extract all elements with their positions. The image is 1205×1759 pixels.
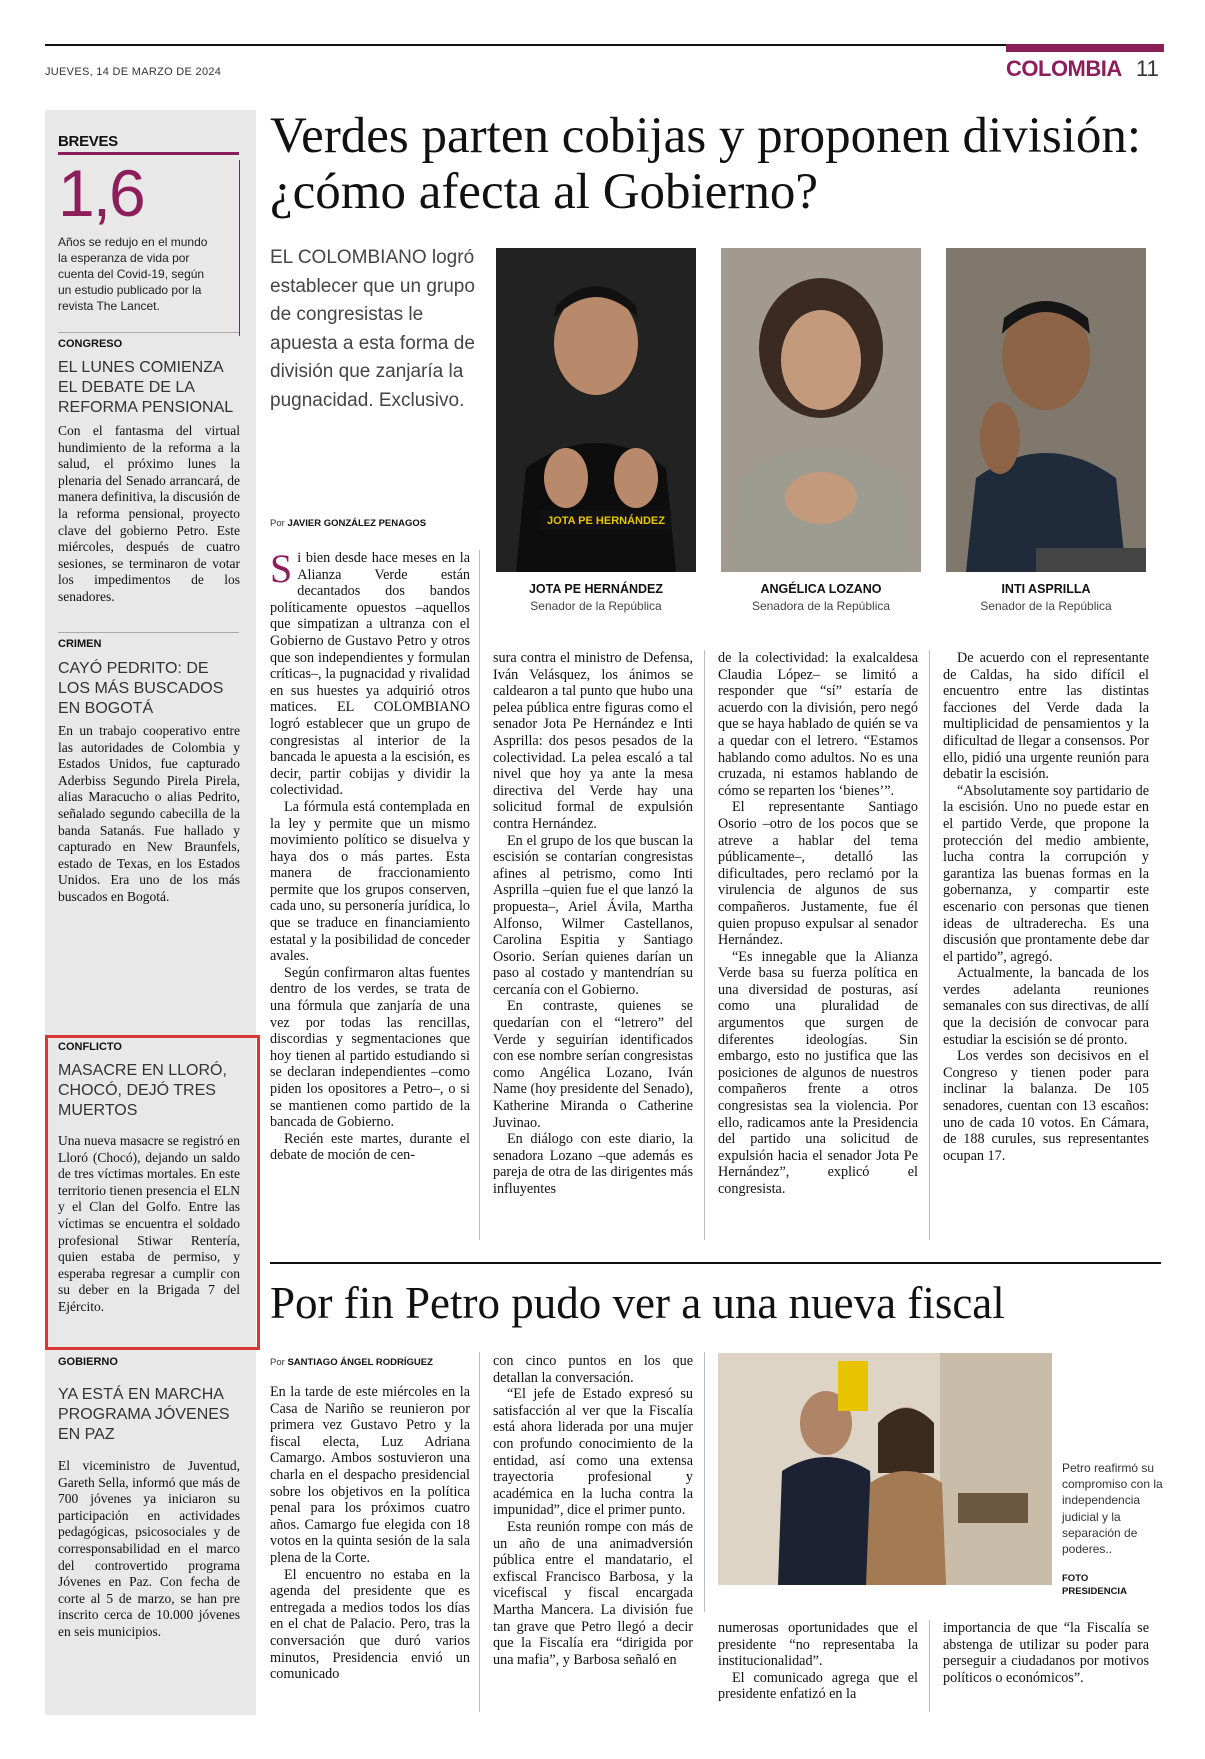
column-rule: [704, 1352, 705, 1612]
paragraph: Esta reunión rompe con más de un año de una animadversión pública entre el mandatario, el exfiscal Francisco Barbosa, y la vicefiscal y fiscal encargada Martha Mancera. La división fue tan grave que Petro llegó a decir que la Fiscalía era “dirigida por una mafia”, y Barbosa señaló en: [493, 1518, 693, 1668]
issue-date: JUEVES, 14 DE MARZO DE 2024: [45, 66, 222, 78]
top-rule: [45, 44, 1164, 46]
article2-column-2: [493, 1353, 693, 1668]
dropcap: S: [270, 546, 293, 591]
article-divider: [270, 1262, 1161, 1264]
meeting-photo-illustration: [718, 1353, 1052, 1585]
brief-body: Una nueva masacre se registró en Lloró (Chocó), dejando un saldo de tres víctimas mortales. En este territorio tienen presencia el ELN y el Clan del Golfo. Entre las víctimas se encuentra el soldado profesional Stiwar Rentería, quien estaba de permiso, y esperaba regresar a cumplir con su deber en la Brigada 7 del Ejército.: [58, 1133, 240, 1314]
paragraph: Según confirmaron altas fuentes dentro de los verdes, se trata de una fórmula que zanjaría de una vez por todas las rencillas, discordias y segmentaciones que hoy tienen al partido estudiando si se declaran independientes –como piden los opositores a Petro–, o si se mantienen como partido de la bancada de Gobierno.: [270, 964, 470, 1131]
article2-column-1: [270, 1384, 470, 1683]
paragraph: Actualmente, la bancada de los verdes adelanta reuniones semanales con sus directivas, de allí que la decisión de convocar para estudiar la escisión se dé pronto.: [943, 965, 1149, 1048]
column-rule: [479, 550, 480, 1240]
paragraph: numerosas oportunidades que el presidente “no representaba la institucionalidad”.: [718, 1620, 918, 1670]
paragraph: La fórmula está contemplada en la ley y permite que un mismo movimiento político se disuelva y haya dos o más partes. Esta manera de fraccionamiento permite que los grupos conserven, cada uno, su personería jurídica, lo que se traduce en financiamiento estatal y la posibilidad de conceder avales.: [270, 798, 470, 965]
brief-title: EL LUNES COMIENZA EL DEBATE DE LA REFORMA PENSIONAL: [58, 359, 234, 416]
paragraph: El encuentro no estaba en la agenda del presidente que es entregada a medios todos los días en el chat de Palacio. Pero, tras la conversación que duró varios minutos, Presidencia envió un comunicado: [270, 1566, 470, 1683]
paragraph: De acuerdo con el representante de Caldas, ha sido difícil el encuentro entre las distintas facciones del Verde dada la multiplicidad de pensamientos y la dificultad de llegar a consensos. Por ello, pidió una urgente reunión para debatir la escisión.: [943, 650, 1149, 783]
column-rule: [929, 1620, 930, 1712]
byline-prefix: Por: [270, 1357, 285, 1368]
stat-vertical-rule: [239, 160, 240, 336]
article1-column-2: [493, 650, 693, 1198]
brief-tag: CRIMEN: [58, 638, 102, 650]
brief-body: Con el fantasma del virtual hundimiento de la reforma a la salud, el próximo lunes la plenaria del Senado arrancará, de manera definitiva, la discusión de la reforma pensional, proyecto clave del gobierno Petro. Este miércoles, después de cuatro sesiones, se terminaron de votar los impedimentos de los senadores.: [58, 423, 240, 604]
main-headline: Verdes parten cobijas y proponen división: ¿cómo afecta al Gobierno?: [270, 108, 1142, 220]
photo-credit-label: FOTO: [1062, 1573, 1089, 1584]
paragraph: de la colectividad: la exalcaldesa Claudia López– se limitó a responder que “sí” estaría de acuerdo con la división, pero negó que se haya hablado de quién se va a quedar con el letrero. “Estamos hablando como adultos. No es una cruzada, ni estamos hablando de cómo se reparten los ‘bienes’”.: [718, 650, 918, 799]
photo-credit: [1062, 1572, 1127, 1598]
brief-body: El viceministro de Juventud, Gareth Sella, informó que más de 700 jóvenes ya iniciaron su participación en actividades pedagógicas, psicosociales y de corresponsabilidad en el marco del controvertido programa Jóvenes en Paz. Con fecha de corte al 5 de marzo, se han pre inscrito cerca de 10.000 jóvenes en seis municipios.: [58, 1458, 240, 1639]
paragraph: En la tarde de este miércoles en la Casa de Nariño se reunieron por primera vez Gustavo Petro y la fiscal electa, Luz Adriana Camargo. Ambos sostuvieron una charla en el despacho presidencial sobre los objetivos en la política penal para los próximos cuatro años. Camargo fue elegida con 18 votos en la quinta sesión de la sala plena de la Corte.: [270, 1384, 470, 1566]
paragraph: “El jefe de Estado expresó su satisfacción al ver que la Fiscalía está ahora liderada por una mujer con profundo conocimiento de la entidad, así como una extensa trayectoria profesional y académica en la lucha contra la impunidad”, dice el primer punto.: [493, 1386, 693, 1519]
photo-caption-role: Senador de la República: [980, 599, 1112, 613]
paragraph: En contraste, quienes se quedarían con el “letrero” del Verde y seguirían identificados con ese nombre serían congresistas como Angélica Lozano, Iván Name (hoy presidente del Senado), Katherine Miranda o Catherine Juvinao.: [493, 998, 693, 1131]
article1-column-1: [270, 546, 470, 1164]
paragraph: “Es innegable que la Alianza Verde basa su fuerza política en una diversidad de posturas, así como una pluralidad de argumentos que surgen de diferentes ideologías. Sin embargo, esto no justifica que las posiciones de algunos de nuestros compañeros frente a otros congresistas sea la violencia. Por ello, radicamos ante la Presidencia del partido una solicitud de expulsión hacia el senador Jota Pe Hernández”, explicó el congresista.: [718, 948, 918, 1197]
photo-caption-name: JOTA PE HERNÁNDEZ: [528, 582, 664, 596]
portrait-illustration: [946, 248, 1146, 572]
byline-author: SANTIAGO ÁNGEL RODRÍGUEZ: [287, 1357, 433, 1368]
paragraph: con cinco puntos en los que detallan la conversación.: [493, 1353, 693, 1386]
sidebar-heading: BREVES: [58, 133, 118, 150]
photo-caption: Petro reafirmó su compromiso con la independencia judicial y la separación de poderes..: [1062, 1461, 1163, 1557]
brief-tag: CONGRESO: [58, 338, 123, 350]
stat-description: Años se redujo en el mundo la esperanza de vida por cuenta del Covid-19, según un estudio publicado por la revista The Lancet.: [58, 235, 208, 313]
paragraph: En diálogo con este diario, la senadora Lozano –que además es pareja de otra de las dirigentes más influyentes: [493, 1131, 693, 1197]
brief-title: MASACRE EN LLORÓ, CHOCÓ, DEJÓ TRES MUERTOS: [58, 1062, 227, 1119]
brief-separator: [58, 632, 239, 633]
column-rule: [479, 1352, 480, 1712]
byline-author: JAVIER GONZÁLEZ PENAGOS: [287, 518, 427, 529]
brief-title: YA ESTÁ EN MARCHA PROGRAMA JÓVENES EN PAZ: [58, 1386, 230, 1443]
portrait-illustration: [721, 248, 921, 572]
photo-inti-asprilla: [946, 248, 1146, 572]
brief-separator: [58, 332, 239, 333]
paragraph: i bien desde hace meses en la Alianza Verde están decantados dos bandos políticamente opuestos –aquellos que simpatizan a ultranza con el Gobierno de Gustavo Petro y otros que son independientes y formulan críticas–, la pugnacidad y rivalidad en sus huestes ya adquirió otros matices. EL COLOMBIANO logró establecer que un grupo de congresistas al interior de la bancada le apuesta a la escisión, es decir, partir cobijas y dividir la colectividad.: [270, 550, 470, 799]
stat-value: 1,6: [58, 156, 144, 230]
paragraph: El representante Santiago Osorio –otro de los pocos que se atreve a hablar del tema públicamente–, detalló las dificultades, pero reclamó por la virulencia de algunos de sus compañeros. Justamente, fue él quien propuso expulsar al senador Hernández.: [718, 799, 918, 949]
photo-angelica-lozano: [721, 248, 921, 572]
photo-caption-role: Senadora de la República: [751, 599, 891, 613]
photo-credit-source: PRESIDENCIA: [1062, 1586, 1127, 1597]
brief-tag: GOBIERNO: [58, 1356, 118, 1368]
article2-column-4: [943, 1620, 1149, 1686]
portrait-illustration: [496, 248, 696, 572]
brief-body: En un trabajo cooperativo entre las autoridades de Colombia y Estados Unidos, fue capturado Aderbiss Segundo Pirela Pirela, alias Maracucho o alias Pedrito, señalado segundo cabecilla de la banda Satanás. Fue hallado y capturado en New Braunfels, estado de Texas, en los Estados Unidos. Era uno de los más buscados en Bogotá.: [58, 723, 240, 904]
photo-petro-fiscal: [718, 1353, 1052, 1585]
photo-caption-name: INTI ASPRILLA: [1001, 582, 1091, 596]
article1-column-3: [718, 650, 918, 1198]
column-rule: [704, 650, 705, 1240]
brief-tag: CONFLICTO: [58, 1041, 122, 1053]
second-headline: Por fin Petro pudo ver a una nueva fiscal: [270, 1278, 1005, 1328]
paragraph: Los verdes son decisivos en el Congreso y tienen poder para inclinar la balanza. De 105 senadores, cuentan con 13 escaños: uno de cada 10 votos. En Cámara, de 188 curules, sus representantes ocupan 17.: [943, 1048, 1149, 1164]
paragraph: sura contra el ministro de Defensa, Iván Velásquez, los ánimos se caldearon a tal punto que hubo una pelea pública entre figuras como el senador Jota Pe Hernández e Inti Asprilla: dos pesos pesados de la colectividad. La pelea escaló a tal nivel que hoy ya ante la mesa directiva del Verde hay una solicitud formal de expulsión contra Hernández.: [493, 650, 693, 832]
article2-column-3: [718, 1620, 918, 1703]
article1-column-4: [943, 650, 1149, 1164]
page-number: 11: [1136, 56, 1159, 81]
paragraph: En el grupo de los que buscan la escisión se contarían congresistas afines al petrismo, como Inti Asprilla –quien fue el que lanzó la propuesta–, Ariel Ávila, Martha Alfonso, Wilmer Castellanos, Carolina Espitia y Santiago Osorio. Serían quienes darían un paso al costado y mantendrían su cercanía con el Gobierno.: [493, 832, 693, 998]
shirt-print-text: JOTA PE HERNÁNDEZ: [547, 515, 665, 527]
sidebar-heading-rule: [58, 152, 239, 155]
photo-caption-role: Senador de la República: [530, 599, 662, 613]
paragraph: Recién este martes, durante el debate de moción de cen-: [270, 1130, 470, 1164]
byline-prefix: Por: [270, 518, 285, 529]
byline: [270, 1357, 433, 1368]
column-rule: [929, 650, 930, 1240]
brief-title: CAYÓ PEDRITO: DE LOS MÁS BUSCADOS EN BOGOTÁ: [58, 660, 224, 717]
paragraph: El comunicado agrega que el presidente enfatizó en la: [718, 1669, 918, 1703]
section-color-bar: [1006, 44, 1164, 52]
byline: [270, 518, 426, 529]
photo-caption-name: ANGÉLICA LOZANO: [760, 582, 882, 596]
paragraph: importancia de que “la Fiscalía se abstenga de utilizar su poder para perseguir a ciudadanos por motivos políticos o económicos”.: [943, 1620, 1149, 1686]
standfirst: EL COLOMBIANO logró establecer que un grupo de congresistas le apuesta a esta forma de división que zanjaría la pugnacidad. Exclusivo.: [270, 247, 475, 411]
photo-jota-pe-hernandez: [496, 248, 696, 572]
section-name: COLOMBIA: [1006, 56, 1122, 81]
paragraph: “Absolutamente soy partidario de la escisión. Uno no puede estar en el partido Verde, que propone la protección del medio ambiente, lucha contra la corrupción y garantiza las buenas formas en la gobernanza, y compartir este escenario con personas que tienen ideas de ultraderecha. Es una discusión que prontamente debe dar el partido”, agregó.: [943, 782, 1149, 965]
